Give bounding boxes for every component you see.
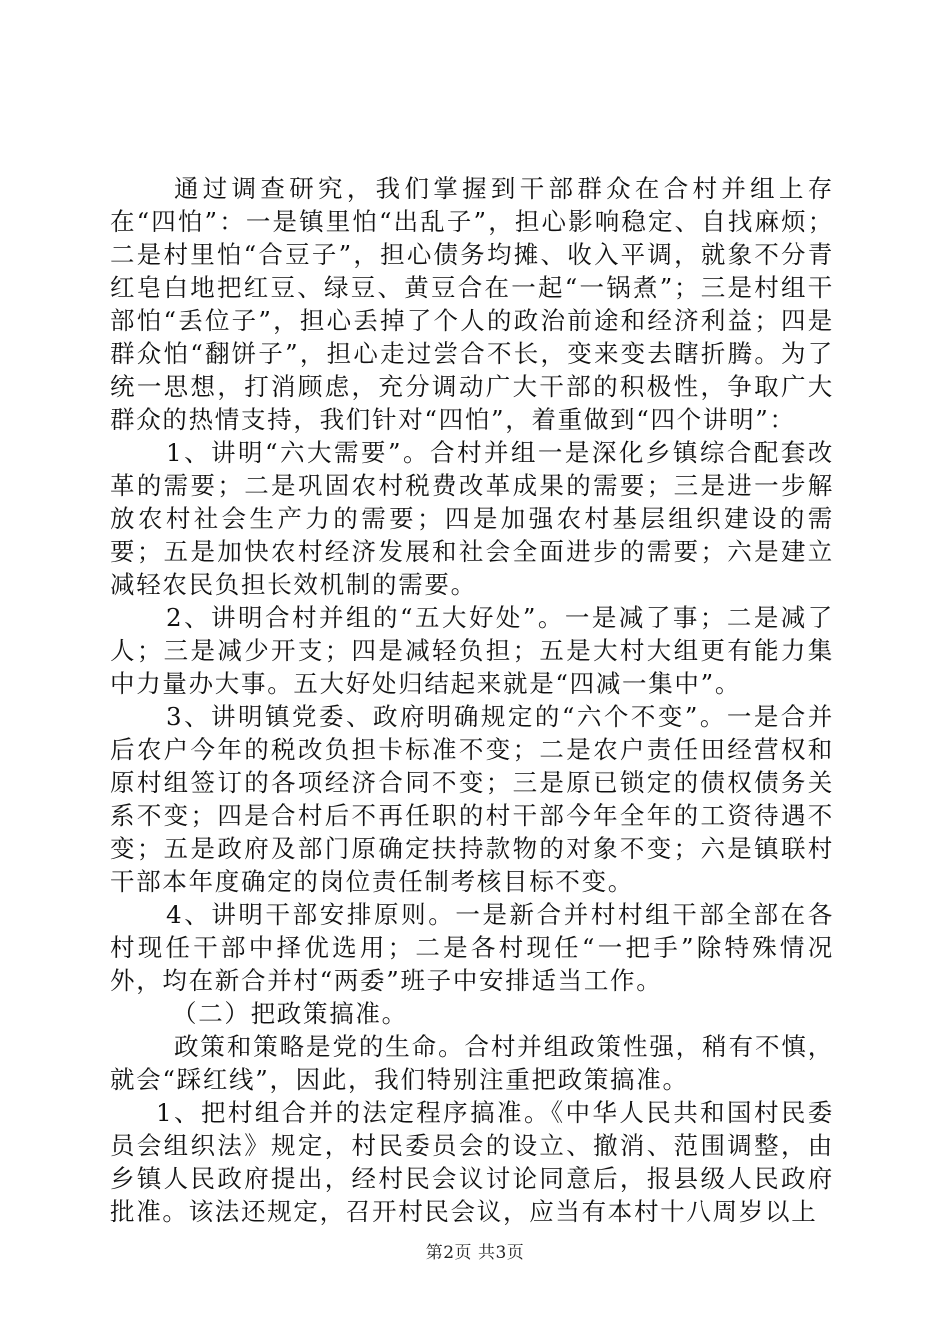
paragraph-five-benefits: 2、讲明合村并组的“五大好处”。一是减了事；二是减了人；三是减少开支；四是减轻负担；五是大村大组更有能力集中力量办大事。五大好处归结起来就是“四减一集中”。: [110, 603, 834, 698]
paragraph-four-fears: 通过调查研究，我们掌握到干部群众在合村并组上存在“四怕”：一是镇里怕“出乱子”，担心影响稳定、自找麻烦；二是村里怕“合豆子”，担心债务均摊、收入平调，就象不分青红皂白地把红豆、绿豆、黄豆合在一起“一锅煮”；三是村组干部怕“丢位子”，担心丢掉了个人的政治前途和经济利益；四是群众怕“翻饼子”，担心走过尝合不长，变来变去瞎折腾。为了统一思想，打消顾虑，充分调动广大干部的积极性，争取广大群众的热情支持，我们针对“四怕”，着重做到“四个讲明”：: [110, 174, 834, 434]
paragraph-cadre-principles: 4、讲明干部安排原则。一是新合并村村组干部全部在各村现任干部中择优选用；二是各村现任“一把手”除特殊情况外，均在新合并村“两委”班子中安排适当工作。: [110, 900, 834, 995]
paragraph-six-unchanged: 3、讲明镇党委、政府明确规定的“六个不变”。一是合并后农户今年的税改负担卡标准不变；二是农户责任田经营权和原村组签订的各项经济合同不变；三是原已锁定的债权债务关系不变；四是合村后不再任职的村干部今年全年的工资待遇不变；五是政府及部门原确定扶持款物的对象不变；六是镇联村干部本年度确定的岗位责任制考核目标不变。: [110, 702, 834, 896]
section-heading-policy: （二）把政策搞准。: [172, 999, 408, 1028]
paragraph-policy-intro: 政策和策略是党的生命。合村并组政策性强，稍有不慎，就会“踩红线”，因此，我们特别注重把政策搞准。: [110, 1032, 834, 1094]
page-number-footer: 第2页 共3页: [425, 1243, 525, 1263]
paragraph-six-needs: 1、讲明“六大需要”。合村并组一是深化乡镇综合配套改革的需要；二是巩固农村税费改革成果的需要；三是进一步解放农村社会生产力的需要；四是加强农村基层组织建设的需要；五是加快农村经济发展和社会全面进步的需要；六是建立减轻农民负担长效机制的需要。: [110, 438, 834, 599]
document-body: [110, 172, 834, 1228]
paragraph-legal-procedure: 1、把村组合并的法定程序搞准。《中华人民共和国村民委员会组织法》规定，村民委员会的设立、撤消、范围调整，由乡镇人民政府提出，经村民会议讨论同意后，报县级人民政府批准。该法还规定，召开村民会议，应当有本村十八周岁以上: [110, 1098, 834, 1226]
